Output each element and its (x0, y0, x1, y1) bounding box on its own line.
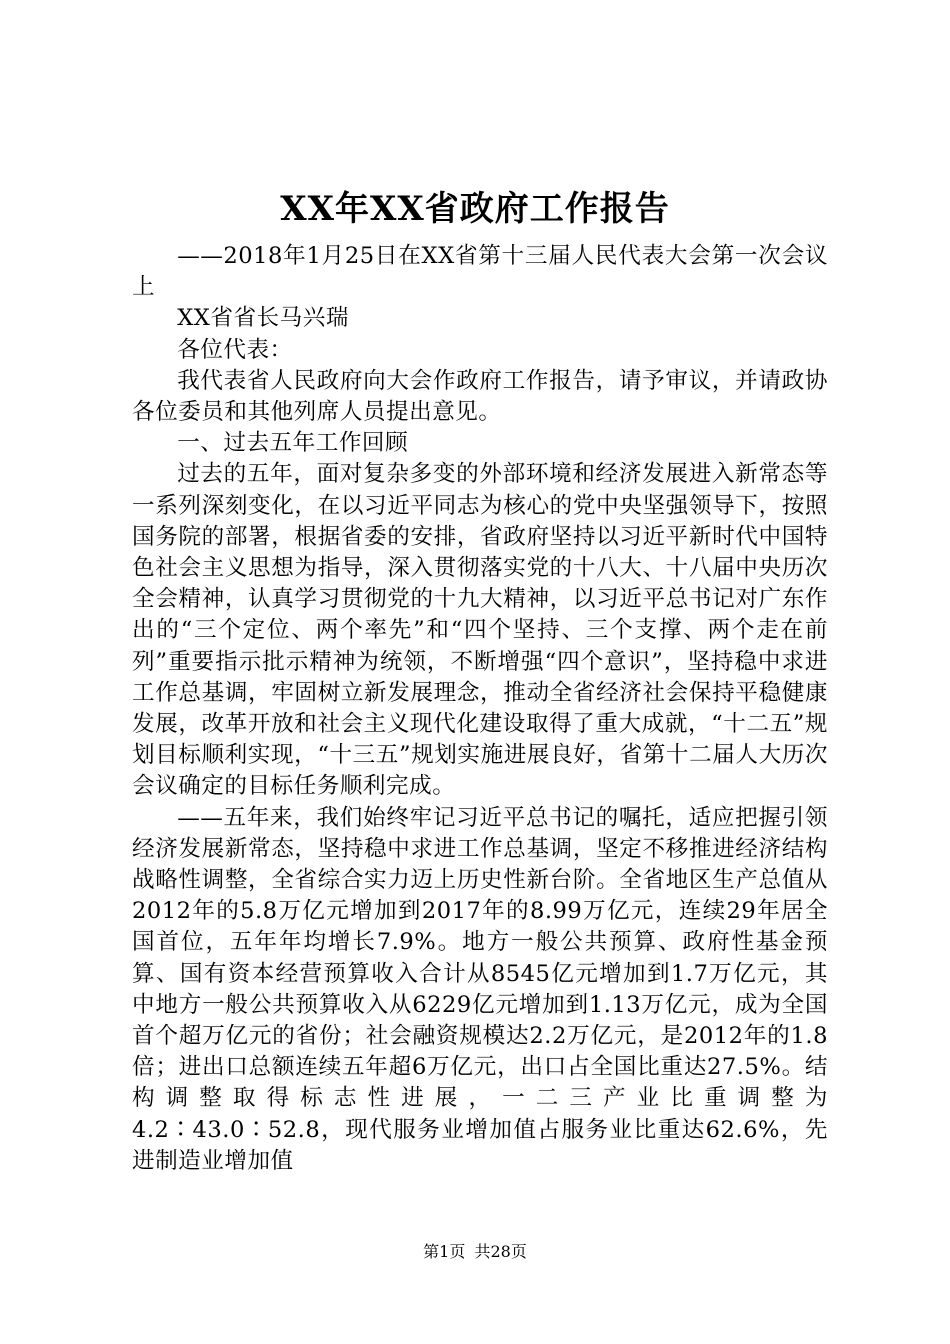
body-paragraph: 我代表省人民政府向大会作政府工作报告，请予审议，并请政协各位委员和其他列席人员提出意见。 (132, 367, 828, 426)
body-paragraph: ——五年来，我们始终牢记习近平总书记的嘱托，适应把握引领经济发展新常态，坚持稳中求进工作总基调，坚定不移推进经济结构战略性调整，全省综合实力迈上历史性新台阶。全省地区生产总值从2012年的5.8万亿元增加到2017年的8.99万亿元，连续29年居全国首位，五年年均增长7.9%。地方一般公共预算、政府性基金预算、国有资本经营预算收入合计从8545亿元增加到1.7万亿元，其中地方一般公共预算收入从6229亿元增加到1.13万亿元，成为全国首个超万亿元的省份；社会融资规模达2.2万亿元，是2012年的1.8倍；进出口总额连续五年超6万亿元，出口占全国比重达27.5%。结构调整取得标志性进展，一二三产业比重调整为4.2∶43.0∶52.8，现代服务业增加值占服务业比重达62.6%，先进制造业增加值 (132, 804, 828, 1174)
page-number: 第1页 (423, 1242, 466, 1261)
section-heading: 一、过去五年工作回顾 (177, 430, 409, 457)
page-total: 共28页 (474, 1242, 527, 1261)
document-body (132, 241, 828, 1177)
author-line: XX省省长马兴瑞 (177, 305, 349, 332)
body-paragraph: 过去的五年，面对复杂多变的外部环境和经济发展进入新常态等一系列深刻变化，在以习近平同志为核心的党中央坚强领导下，按照国务院的部署，根据省委的安排，省政府坚持以习近平新时代中国特色社会主义思想为指导，深入贯彻落实党的十八大、十八届中央历次全会精神，认真学习贯彻党的十九大精神，以习近平总书记对广东作出的“三个定位、两个率先”和“四个坚持、三个支撑、两个走在前列”重要指示批示精神为统领，不断增强“四个意识”，坚持稳中求进工作总基调，牢固树立新发展理念，推动全省经济社会保持平稳健康发展，改革开放和社会主义现代化建设取得了重大成就，“十二五”规划目标顺利实现，“十三五”规划实施进展良好，省第十二届人大历次会议确定的目标任务顺利完成。 (132, 461, 828, 800)
subtitle-meeting: ——2018年1月25日在XX省第十三届人民代表大会第一次会议上 (132, 243, 828, 301)
salutation: 各位代表： (177, 336, 293, 363)
page-footer (0, 1240, 950, 1264)
document-title: XX年XX省政府工作报告 (280, 189, 670, 229)
